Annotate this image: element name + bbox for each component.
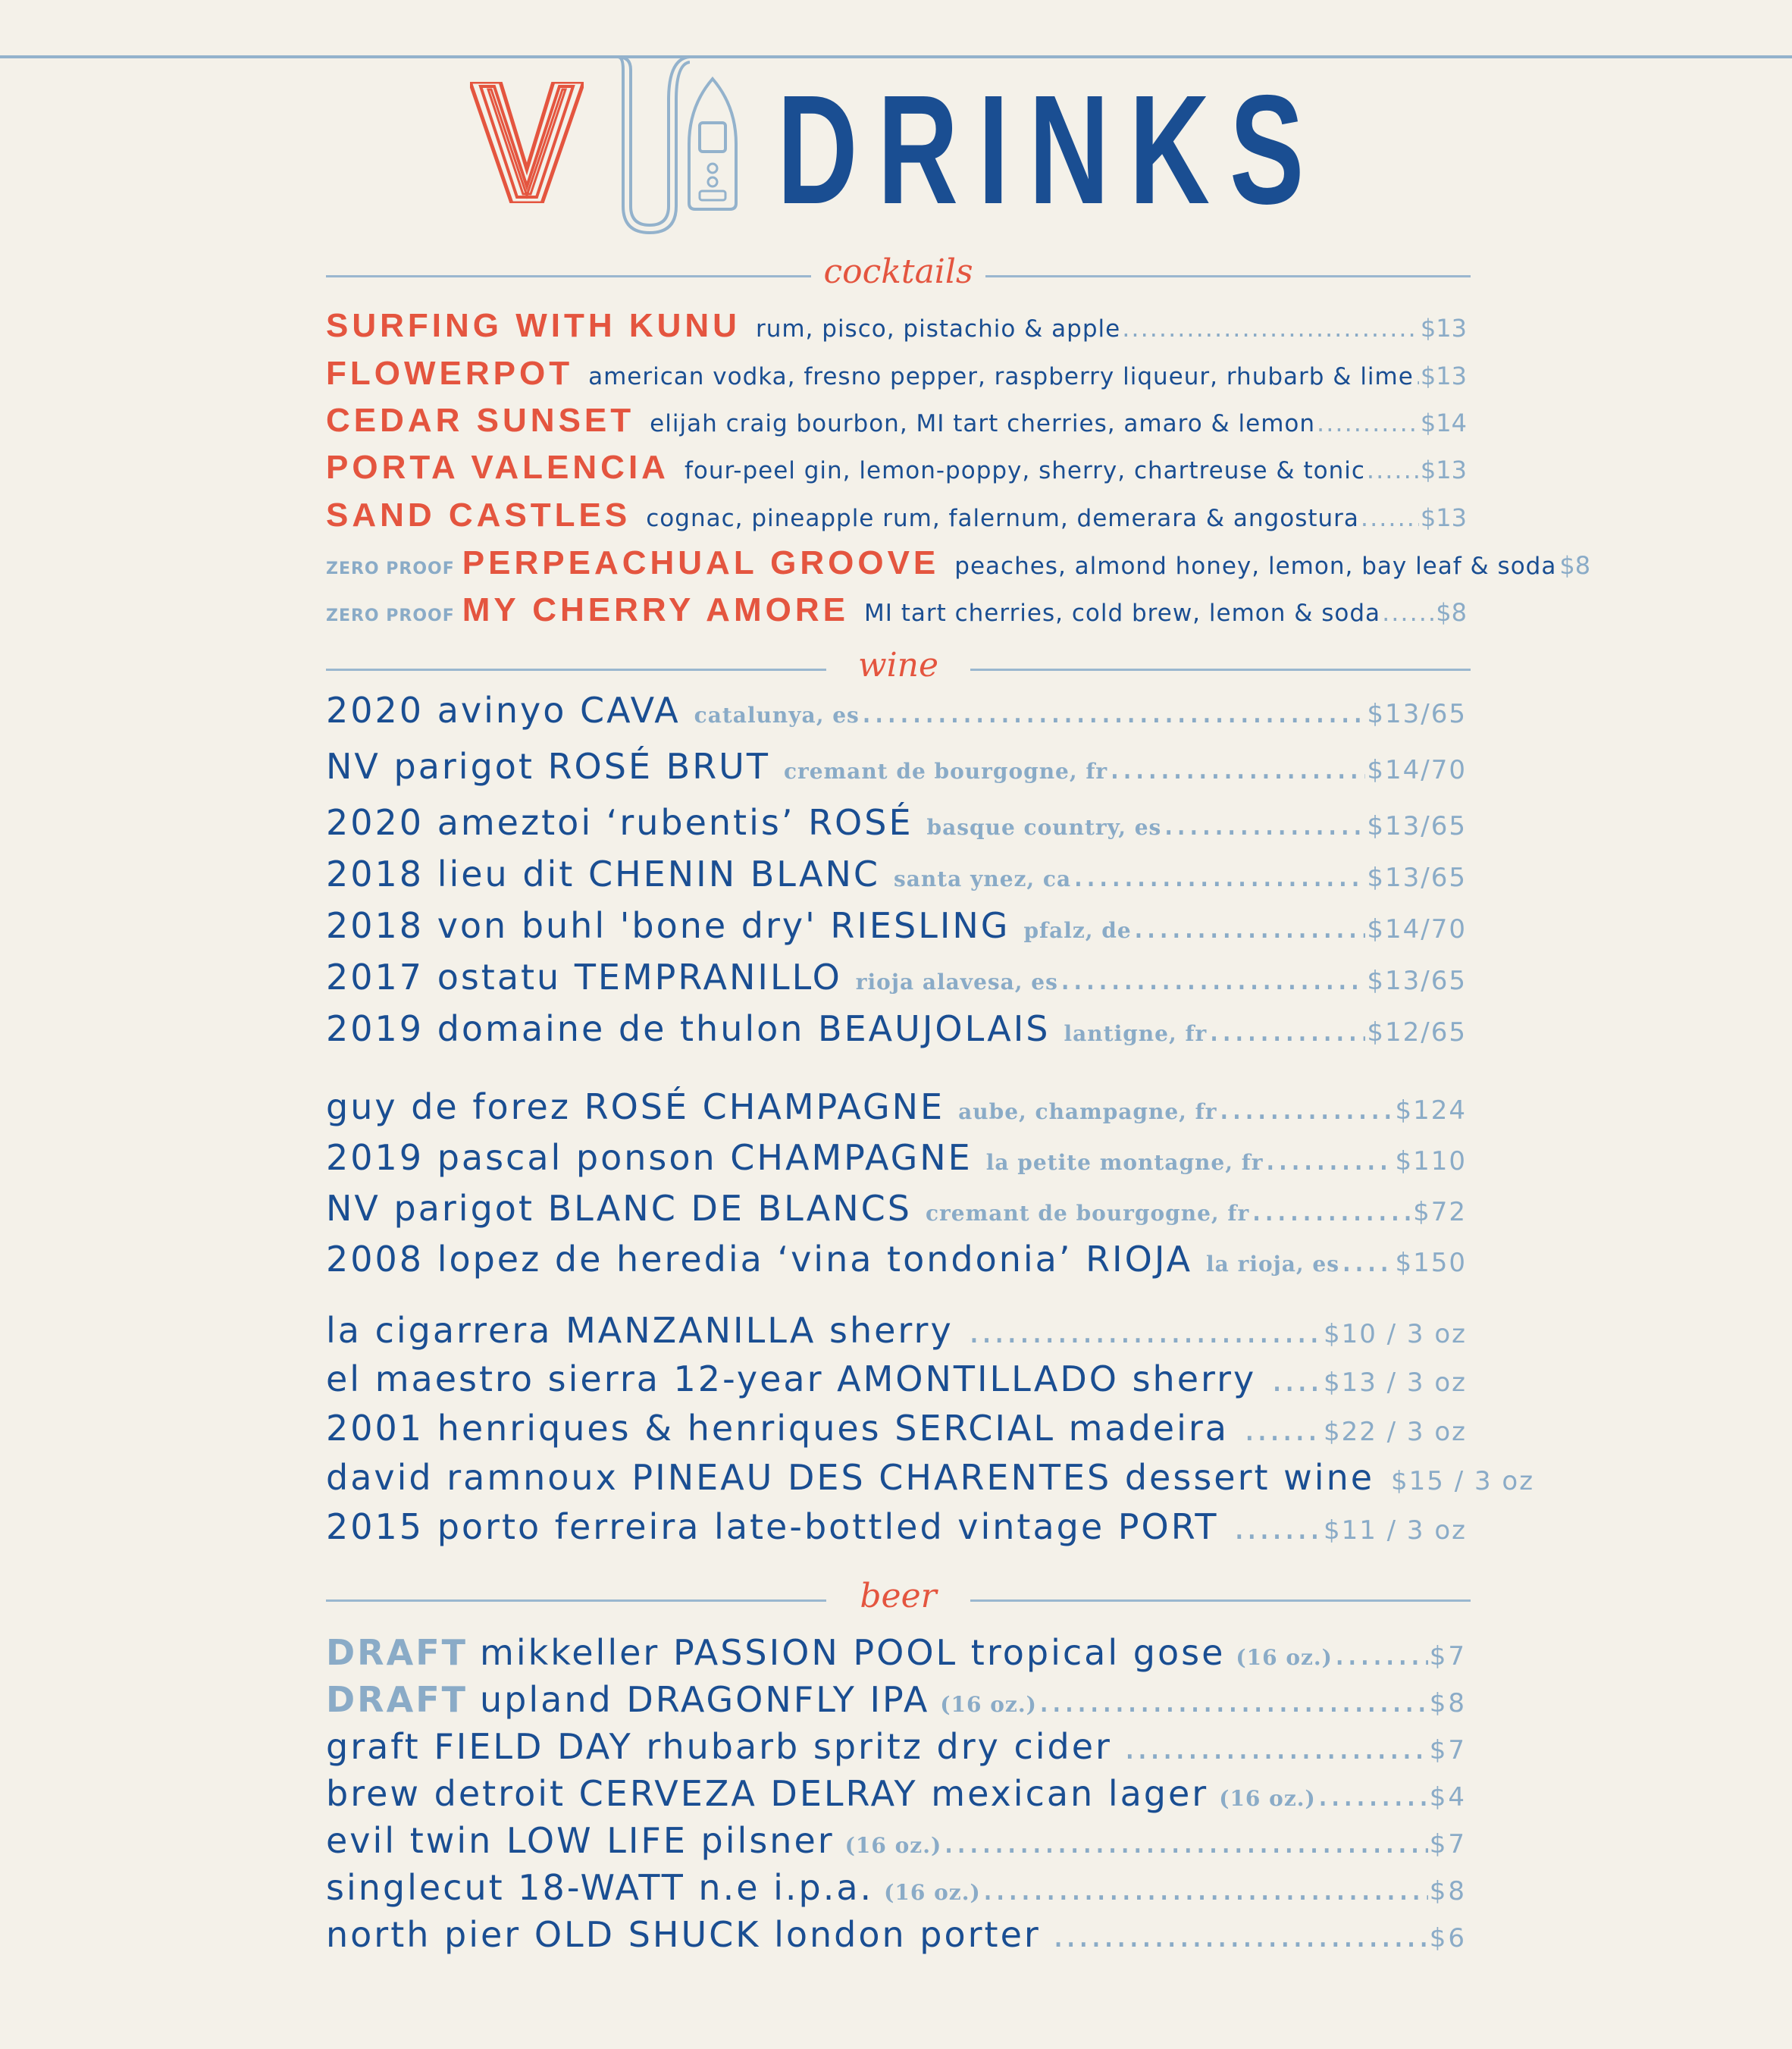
cocktail-name: CEDAR SUNSET (326, 402, 635, 439)
wine-name: 2020 ameztoi ‘rubentis’ ROSÉ (326, 802, 913, 843)
leader-dots (1265, 1137, 1394, 1178)
cocktail-item (326, 355, 1467, 400)
wine-region: cremant de bourgogne, fr (783, 759, 1108, 784)
pour-size: (16 oz.) (940, 1692, 1037, 1717)
draft-tag: DRAFT (326, 1679, 468, 1720)
price: $13 (1420, 503, 1467, 532)
beer-name: brew detroit CERVEZA DELRAY mexican lager (326, 1773, 1209, 1814)
price: $7 (1429, 1829, 1467, 1859)
price: $150 (1395, 1248, 1467, 1278)
wine-region: basque country, es (926, 815, 1162, 840)
price: $13/65 (1367, 966, 1467, 996)
price: $14/70 (1367, 914, 1467, 945)
wine-region: santa ynez, ca (893, 866, 1072, 891)
wine-region: catalunya, es (694, 703, 860, 728)
wine-name: el maestro sierra 12-year AMONTILLADO sherry (326, 1358, 1257, 1399)
leader-dots (969, 1310, 1322, 1351)
wine-name: 2018 lieu dit CHENIN BLANC (326, 854, 880, 894)
price: $110 (1395, 1146, 1467, 1176)
cocktail-name: SURFING WITH KUNU (326, 307, 741, 344)
price: $8 (1559, 551, 1591, 580)
wine-item (326, 854, 1467, 904)
wine-item (326, 690, 1467, 740)
leader-dots (1124, 1726, 1428, 1767)
price: $72 (1413, 1197, 1467, 1227)
price: $7 (1429, 1735, 1467, 1765)
price: $8 (1436, 598, 1467, 627)
wine-name: la cigarrera MANZANILLA sherry (326, 1310, 954, 1351)
section-title-beer: beer (860, 1577, 937, 1615)
leader-dots (1109, 746, 1365, 787)
cocktail-name: MY CHERRY AMORE (462, 591, 849, 628)
leader-dots (1271, 1358, 1322, 1399)
fortified-wine-item (326, 1457, 1535, 1507)
price: $14/70 (1367, 755, 1467, 785)
beer-name: graft FIELD DAY rhubarb spritz dry cider (326, 1726, 1112, 1767)
leader-dots (1039, 1679, 1428, 1720)
leader-dots (1334, 1632, 1428, 1673)
cocktail-item (326, 544, 1591, 590)
section-header-beer (326, 1577, 1471, 1615)
cocktail-name: FLOWERPOT (326, 355, 574, 392)
wine-name: 2020 avinyo CAVA (326, 690, 681, 731)
wine-region: pfalz, de (1023, 918, 1132, 943)
leader-dots (1317, 409, 1419, 437)
leader-dots (1133, 905, 1366, 946)
cocktail-name: PERPEACHUAL GROOVE (462, 544, 940, 581)
cocktail-item (326, 591, 1467, 637)
leader-dots (1382, 598, 1434, 627)
price: $15 / 3 oz (1391, 1466, 1535, 1496)
pour-size: (16 oz.) (844, 1833, 942, 1858)
section-title-cocktails: cocktails (823, 252, 973, 291)
pour-size: (16 oz.) (1219, 1786, 1316, 1811)
wine-name: 2017 ostatu TEMPRANILLO (326, 957, 842, 998)
leader-dots (1073, 854, 1365, 894)
beer-item (326, 1914, 1467, 1961)
zero-proof-tag: ZERO PROOF (326, 606, 455, 625)
leader-dots (1122, 314, 1419, 343)
price: $13 (1420, 314, 1467, 343)
beer-name: mikkeller PASSION POOL tropical gose (480, 1632, 1226, 1673)
cocktail-description: four-peel gin, lemon-poppy, sherry, chartreuse & tonic (684, 457, 1365, 484)
wine-name: 2018 von buhl 'bone dry' RIESLING (326, 905, 1010, 946)
leader-dots (1341, 1239, 1393, 1280)
cocktail-description: cognac, pineapple rum, falernum, demerara & angostura (646, 505, 1359, 532)
wine-region: lantigne, fr (1064, 1021, 1208, 1046)
price: $14 (1420, 409, 1467, 437)
cocktail-item (326, 402, 1467, 447)
price: $13/65 (1367, 863, 1467, 893)
fortified-wine-item (326, 1506, 1467, 1556)
leader-dots (1361, 503, 1419, 532)
beer-item (326, 1867, 1467, 1914)
wine-bottle-item (326, 1086, 1467, 1136)
wine-bottle-item (326, 1188, 1467, 1238)
cocktail-item (326, 497, 1467, 542)
price: $6 (1429, 1923, 1467, 1953)
wine-bottle-item (326, 1239, 1467, 1289)
wine-name: 2019 domaine de thulon BEAUJOLAIS (326, 1008, 1051, 1049)
leader-dots (943, 1820, 1428, 1861)
price: $4 (1429, 1782, 1467, 1812)
price: $7 (1429, 1641, 1467, 1671)
wine-region: la petite montagne, fr (985, 1150, 1264, 1175)
leader-dots (1053, 1914, 1428, 1955)
cocktail-name: PORTA VALENCIA (326, 449, 669, 486)
price: $13/65 (1367, 699, 1467, 729)
leader-dots (1244, 1408, 1322, 1449)
top-rule (0, 55, 1792, 58)
wine-item (326, 1008, 1467, 1058)
price: $11 / 3 oz (1323, 1515, 1467, 1546)
cocktail-description: MI tart cherries, cold brew, lemon & soda (863, 600, 1381, 627)
pour-size: (16 oz.) (884, 1880, 981, 1905)
draft-tag: DRAFT (326, 1632, 468, 1673)
cocktail-item (326, 307, 1467, 352)
beer-name: evil twin LOW LIFE pilsner (326, 1820, 835, 1861)
beer-item (326, 1679, 1467, 1726)
wine-name: 2015 porto ferreira late-bottled vintage PORT (326, 1506, 1219, 1547)
wine-item (326, 957, 1467, 1007)
price: $13 / 3 oz (1323, 1368, 1467, 1398)
wine-name: NV parigot ROSÉ BRUT (326, 746, 770, 787)
beer-item (326, 1632, 1467, 1679)
wine-region: aube, champagne, fr (958, 1099, 1217, 1124)
price: $13 (1420, 362, 1467, 390)
v-logo-icon (470, 82, 584, 203)
price: $8 (1429, 1688, 1467, 1718)
section-header-wine (326, 646, 1471, 685)
beer-item (326, 1773, 1467, 1820)
price: $124 (1395, 1095, 1467, 1126)
wine-name: NV parigot BLANC DE BLANCS (326, 1188, 912, 1229)
leader-dots (1060, 957, 1366, 998)
price: $8 (1429, 1876, 1467, 1906)
leader-dots (1415, 362, 1419, 390)
leader-dots (1208, 1008, 1365, 1049)
leader-dots (1367, 456, 1419, 484)
leader-dots (1251, 1188, 1411, 1229)
cocktail-description: rum, pisco, pistachio & apple (755, 315, 1121, 343)
beer-item (326, 1820, 1467, 1867)
wine-name: guy de forez ROSÉ CHAMPAGNE (326, 1086, 945, 1127)
wine-name: david ramnoux PINEAU DES CHARENTES dessert wine (326, 1457, 1375, 1498)
wine-region: la rioja, es (1206, 1252, 1339, 1277)
leader-dots (1233, 1506, 1322, 1547)
zero-proof-tag: ZERO PROOF (326, 559, 455, 578)
cocktail-name: SAND CASTLES (326, 497, 631, 534)
cocktail-description: peaches, almond honey, lemon, bay leaf & soda (954, 553, 1557, 580)
leader-dots (1317, 1773, 1428, 1814)
anchor-hook-icon (584, 55, 690, 237)
boat-icon (686, 76, 739, 212)
price: $22 / 3 oz (1323, 1417, 1467, 1447)
wine-name: 2001 henriques & henriques SERCIAL madeira (326, 1408, 1229, 1449)
pour-size: (16 oz.) (1236, 1645, 1333, 1670)
fortified-wine-item (326, 1310, 1467, 1360)
beer-name: north pier OLD SHUCK london porter (326, 1914, 1041, 1955)
cocktail-item (326, 449, 1467, 494)
beer-item (326, 1726, 1467, 1773)
beer-name: upland DRAGONFLY IPA (480, 1679, 930, 1720)
section-title-wine: wine (857, 646, 939, 685)
wine-region: rioja alavesa, es (855, 970, 1058, 995)
wine-name: 2019 pascal ponson CHAMPAGNE (326, 1137, 973, 1178)
price: $12/65 (1367, 1017, 1467, 1048)
leader-dots (1218, 1086, 1393, 1127)
cocktail-description: american vodka, fresno pepper, raspberry liqueur, rhubarb & lime (588, 363, 1414, 390)
fortified-wine-item (326, 1408, 1467, 1458)
price: $13 (1420, 456, 1467, 484)
section-header-cocktails (326, 252, 1471, 291)
fortified-wine-item (326, 1358, 1467, 1408)
page-title: DRINKS (777, 63, 1324, 237)
cocktail-description: elijah craig bourbon, MI tart cherries, amaro & lemon (650, 410, 1316, 437)
leader-dots (861, 690, 1366, 731)
beer-name: singlecut 18-WATT n.e i.p.a. (326, 1867, 874, 1908)
wine-region: cremant de bourgogne, fr (926, 1201, 1250, 1226)
price: $13/65 (1367, 811, 1467, 841)
wine-item (326, 746, 1467, 796)
wine-item (326, 802, 1467, 852)
wine-name: 2008 lopez de heredia ‘vina tondonia’ RIOJA (326, 1239, 1193, 1280)
price: $10 / 3 oz (1323, 1319, 1467, 1349)
wine-item (326, 905, 1467, 955)
leader-dots (982, 1867, 1428, 1908)
wine-bottle-item (326, 1137, 1467, 1187)
leader-dots (1163, 802, 1365, 843)
